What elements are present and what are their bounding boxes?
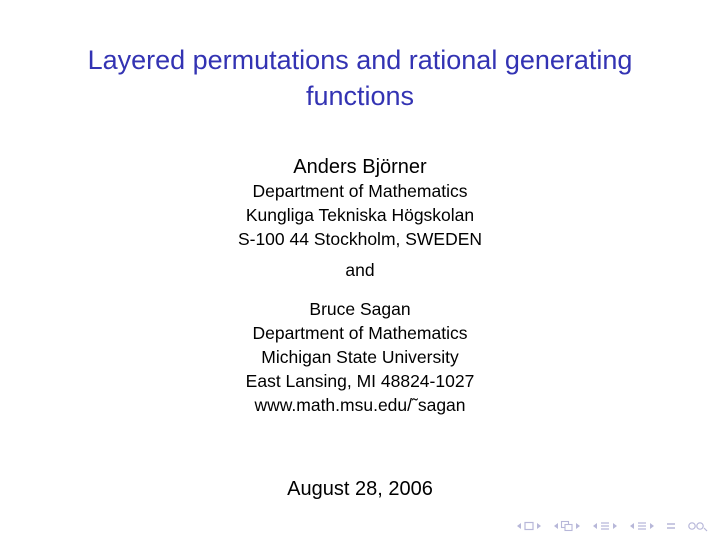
nav-appendix-next-icon[interactable] <box>648 521 656 531</box>
nav-frame-next-icon[interactable] <box>535 521 543 531</box>
appendix-nav-group <box>628 520 656 532</box>
nav-frame-icon[interactable] <box>523 521 535 531</box>
nav-search-icon[interactable] <box>686 520 708 532</box>
nav-section-icon[interactable] <box>599 520 611 532</box>
nav-appendix-icon[interactable] <box>636 520 648 532</box>
affiliation-department: Department of Mathematics <box>252 323 468 343</box>
conjunction: and <box>345 260 375 280</box>
affiliation-institution: Kungliga Tekniska Högskolan <box>245 205 475 225</box>
nav-subsection-next-icon[interactable] <box>574 521 582 531</box>
nav-frame-prev-icon[interactable] <box>515 521 523 531</box>
author-name: Anders Björner <box>293 156 427 178</box>
frame-nav-group <box>515 521 543 531</box>
search-nav-group <box>686 520 708 532</box>
section-nav-group <box>591 520 619 532</box>
author-block-1 <box>0 155 720 251</box>
affiliation-address: East Lansing, MI 48824-1027 <box>245 371 475 391</box>
nav-appendix-prev-icon[interactable] <box>628 521 636 531</box>
align-nav-group <box>665 520 677 532</box>
slide-title: Layered permutations and rational generating functions <box>87 45 633 111</box>
author-name: Bruce Sagan <box>309 299 411 319</box>
nav-section-prev-icon[interactable] <box>591 521 599 531</box>
nav-align-icon[interactable] <box>665 520 677 532</box>
affiliation-institution: Michigan State University <box>261 347 459 367</box>
author-block-2 <box>0 297 720 417</box>
navigation-bar <box>506 519 708 533</box>
affiliation-address: S-100 44 Stockholm, SWEDEN <box>237 229 483 249</box>
affiliation-website: www.math.msu.edu/˜sagan <box>254 395 466 415</box>
nav-subsection-icon[interactable] <box>560 520 574 532</box>
nav-subsection-prev-icon[interactable] <box>552 521 560 531</box>
presentation-date: August 28, 2006 <box>287 478 433 500</box>
subsection-nav-group <box>552 520 582 532</box>
nav-section-next-icon[interactable] <box>611 521 619 531</box>
affiliation-department: Department of Mathematics <box>252 181 468 201</box>
